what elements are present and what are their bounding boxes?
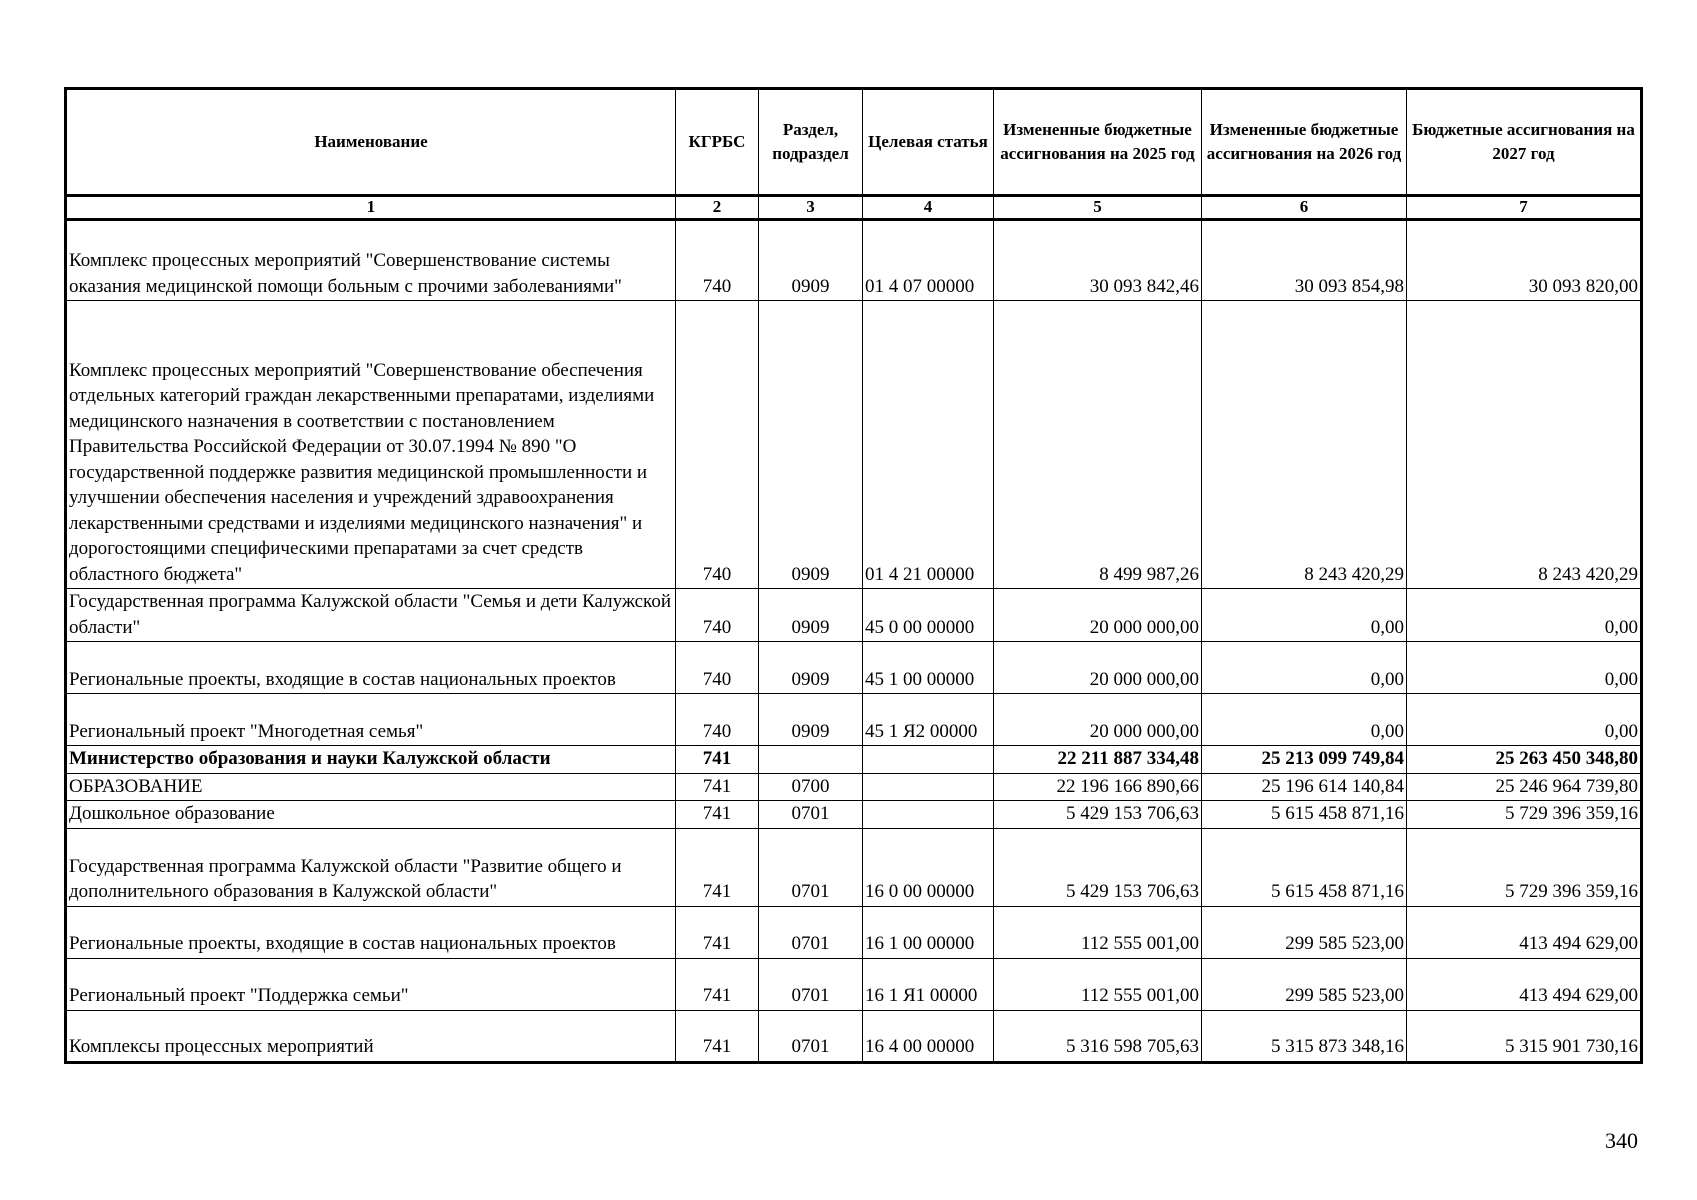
cell-name: Региональный проект "Поддержка семьи" — [66, 958, 676, 1010]
column-number: 4 — [863, 196, 994, 220]
cell-name: Комплекс процессных мероприятий "Совершенствование системы оказания медицинской помощи больным с прочими заболеваниями" — [66, 220, 676, 301]
cell-name: Региональные проекты, входящие в состав национальных проектов — [66, 906, 676, 958]
cell-amount-2026: 30 093 854,98 — [1202, 220, 1407, 301]
cell-name: Региональный проект "Многодетная семья" — [66, 694, 676, 746]
cell-razdel: 0909 — [759, 642, 863, 694]
cell-name: Комплекс процессных мероприятий "Совершенствование обеспечения отдельных категорий граждан лекарственными препаратами, изделиями медицинского назначения в соответствии с постановлением Правительства Российской Федерации от 30.07.1994 № 890 "О государственной поддержке развития медицинской промышленности и улучшении обеспечения населения и учреждений здравоохранения лекарственными средствами и изделиями медицинского назначения" и дорогостоящими специфическими препаратами за счет средств областного бюджета" — [66, 301, 676, 589]
cell-kgrbs: 740 — [676, 589, 759, 642]
table-body — [66, 220, 1642, 1063]
cell-kgrbs: 741 — [676, 1010, 759, 1062]
cell-kgrbs: 741 — [676, 958, 759, 1010]
cell-amount-2025: 5 429 153 706,63 — [994, 828, 1202, 906]
column-number: 2 — [676, 196, 759, 220]
cell-kgrbs: 740 — [676, 301, 759, 589]
cell-kgrbs: 740 — [676, 642, 759, 694]
cell-amount-2025: 20 000 000,00 — [994, 642, 1202, 694]
table-row — [66, 773, 1642, 801]
cell-name: Региональные проекты, входящие в состав национальных проектов — [66, 642, 676, 694]
cell-razdel: 0701 — [759, 828, 863, 906]
cell-amount-2027: 5 729 396 359,16 — [1407, 801, 1642, 829]
cell-target-article: 16 1 00 00000 — [863, 906, 994, 958]
cell-amount-2027: 413 494 629,00 — [1407, 958, 1642, 1010]
cell-amount-2026: 5 315 873 348,16 — [1202, 1010, 1407, 1062]
header-2025: Измененные бюджетные ассигнования на 2025 год — [994, 89, 1202, 196]
cell-razdel: 0909 — [759, 220, 863, 301]
cell-amount-2027: 0,00 — [1407, 589, 1642, 642]
cell-name: Государственная программа Калужской области "Семья и дети Калужской области" — [66, 589, 676, 642]
cell-name: Государственная программа Калужской области "Развитие общего и дополнительного образования в Калужской области" — [66, 828, 676, 906]
cell-kgrbs: 741 — [676, 801, 759, 829]
cell-razdel — [759, 746, 863, 774]
cell-amount-2026: 25 196 614 140,84 — [1202, 773, 1407, 801]
cell-kgrbs: 740 — [676, 694, 759, 746]
cell-kgrbs: 740 — [676, 220, 759, 301]
table-header-row — [66, 89, 1642, 196]
page-number: 340 — [1605, 1128, 1638, 1153]
column-number: 7 — [1407, 196, 1642, 220]
cell-target-article — [863, 746, 994, 774]
cell-amount-2027: 5 315 901 730,16 — [1407, 1010, 1642, 1062]
table-row — [66, 746, 1642, 774]
column-number: 5 — [994, 196, 1202, 220]
header-2026: Измененные бюджетные ассигнования на 2026 год — [1202, 89, 1407, 196]
cell-amount-2025: 22 211 887 334,48 — [994, 746, 1202, 774]
cell-amount-2026: 0,00 — [1202, 589, 1407, 642]
cell-razdel: 0701 — [759, 1010, 863, 1062]
table-row — [66, 1010, 1642, 1062]
column-number-row — [66, 196, 1642, 220]
cell-razdel: 0701 — [759, 906, 863, 958]
cell-amount-2027: 0,00 — [1407, 642, 1642, 694]
cell-razdel: 0701 — [759, 958, 863, 1010]
cell-amount-2027: 25 246 964 739,80 — [1407, 773, 1642, 801]
cell-target-article — [863, 801, 994, 829]
cell-amount-2025: 30 093 842,46 — [994, 220, 1202, 301]
cell-amount-2027: 0,00 — [1407, 694, 1642, 746]
header-2027: Бюджетные ассигнования на 2027 год — [1407, 89, 1642, 196]
cell-amount-2026: 0,00 — [1202, 642, 1407, 694]
table-row — [66, 906, 1642, 958]
cell-target-article: 01 4 21 00000 — [863, 301, 994, 589]
table-row — [66, 589, 1642, 642]
cell-razdel: 0909 — [759, 694, 863, 746]
budget-allocation-table — [64, 87, 1643, 1064]
cell-target-article: 45 1 Я2 00000 — [863, 694, 994, 746]
cell-target-article: 16 0 00 00000 — [863, 828, 994, 906]
column-number: 6 — [1202, 196, 1407, 220]
cell-amount-2026: 5 615 458 871,16 — [1202, 801, 1407, 829]
cell-razdel: 0909 — [759, 589, 863, 642]
table-row — [66, 220, 1642, 301]
table-row — [66, 828, 1642, 906]
cell-target-article: 45 0 00 00000 — [863, 589, 994, 642]
cell-amount-2026: 5 615 458 871,16 — [1202, 828, 1407, 906]
cell-kgrbs: 741 — [676, 906, 759, 958]
cell-amount-2025: 20 000 000,00 — [994, 694, 1202, 746]
cell-razdel: 0909 — [759, 301, 863, 589]
cell-amount-2026: 299 585 523,00 — [1202, 906, 1407, 958]
cell-razdel: 0700 — [759, 773, 863, 801]
cell-name: Комплексы процессных мероприятий — [66, 1010, 676, 1062]
cell-amount-2026: 25 213 099 749,84 — [1202, 746, 1407, 774]
table-row — [66, 801, 1642, 829]
cell-razdel: 0701 — [759, 801, 863, 829]
cell-amount-2027: 5 729 396 359,16 — [1407, 828, 1642, 906]
cell-name: Дошкольное образование — [66, 801, 676, 829]
table-row — [66, 301, 1642, 589]
header-razdel: Раздел, подраздел — [759, 89, 863, 196]
cell-target-article — [863, 773, 994, 801]
table-row — [66, 958, 1642, 1010]
cell-kgrbs: 741 — [676, 773, 759, 801]
cell-kgrbs: 741 — [676, 746, 759, 774]
cell-amount-2026: 8 243 420,29 — [1202, 301, 1407, 589]
cell-amount-2026: 299 585 523,00 — [1202, 958, 1407, 1010]
cell-target-article: 16 4 00 00000 — [863, 1010, 994, 1062]
header-kgrbs: КГРБС — [676, 89, 759, 196]
cell-name: Министерство образования и науки Калужской области — [66, 746, 676, 774]
cell-target-article: 01 4 07 00000 — [863, 220, 994, 301]
table-row — [66, 642, 1642, 694]
header-target-article: Целевая статья — [863, 89, 994, 196]
cell-amount-2025: 20 000 000,00 — [994, 589, 1202, 642]
header-name: Наименование — [66, 89, 676, 196]
cell-target-article: 45 1 00 00000 — [863, 642, 994, 694]
cell-amount-2025: 8 499 987,26 — [994, 301, 1202, 589]
cell-amount-2027: 25 263 450 348,80 — [1407, 746, 1642, 774]
cell-amount-2027: 30 093 820,00 — [1407, 220, 1642, 301]
column-number: 3 — [759, 196, 863, 220]
table-row — [66, 694, 1642, 746]
cell-target-article: 16 1 Я1 00000 — [863, 958, 994, 1010]
cell-amount-2027: 413 494 629,00 — [1407, 906, 1642, 958]
cell-amount-2027: 8 243 420,29 — [1407, 301, 1642, 589]
cell-amount-2026: 0,00 — [1202, 694, 1407, 746]
cell-name: ОБРАЗОВАНИЕ — [66, 773, 676, 801]
cell-amount-2025: 5 316 598 705,63 — [994, 1010, 1202, 1062]
cell-amount-2025: 5 429 153 706,63 — [994, 801, 1202, 829]
cell-amount-2025: 22 196 166 890,66 — [994, 773, 1202, 801]
cell-kgrbs: 741 — [676, 828, 759, 906]
cell-amount-2025: 112 555 001,00 — [994, 906, 1202, 958]
column-number: 1 — [66, 196, 676, 220]
cell-amount-2025: 112 555 001,00 — [994, 958, 1202, 1010]
